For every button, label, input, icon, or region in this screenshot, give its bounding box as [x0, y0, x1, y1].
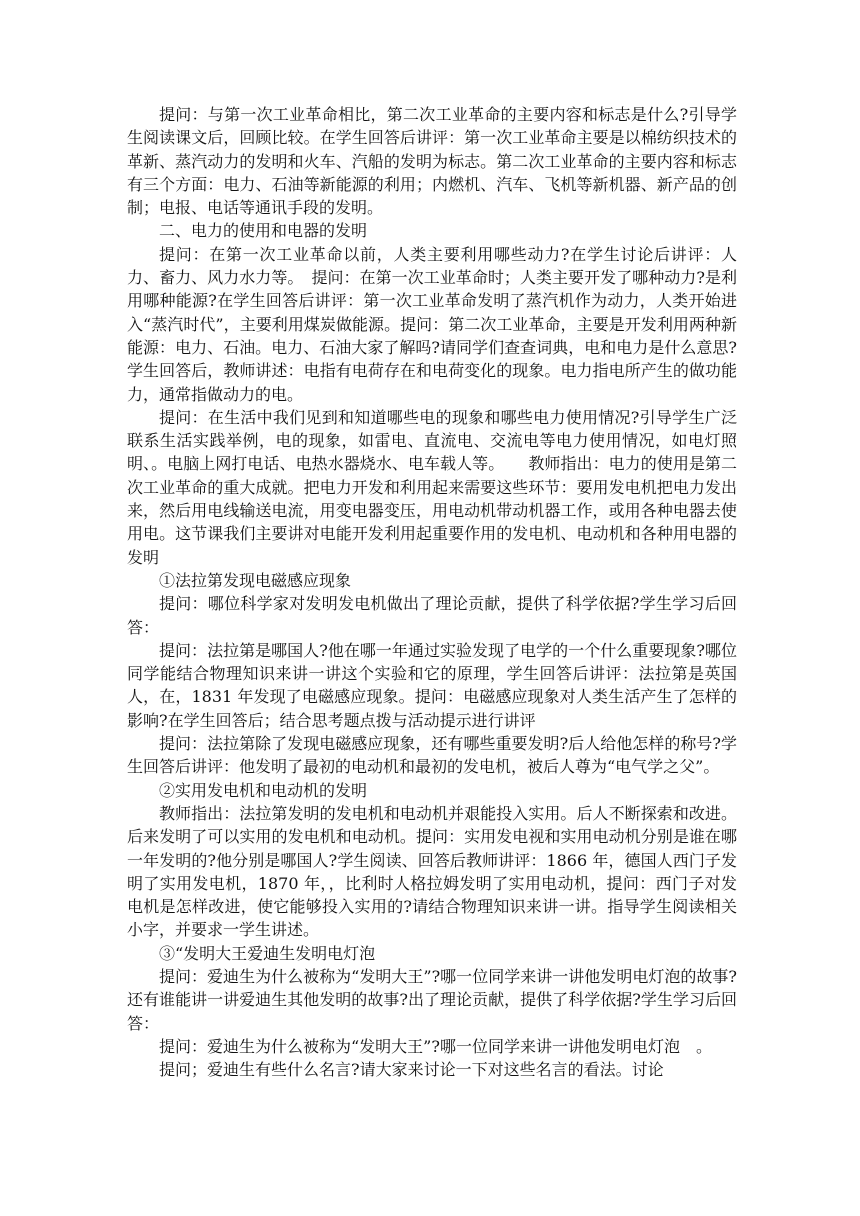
- paragraph: 提问：在第一次工业革命以前，人类主要利用哪些动力?在学生讨论后讲评：人力、畜力、风力水力等。 提问：在第一次工业革命时；人类主要开发了哪种动力?是利用哪种能源?在学生回答后讲评：第一次工业革命发明了蒸汽机作为动力，人类开始进入“蒸汽时代”，主要利用煤炭做能源。提问：第二次工业革命，主要是开发利用两种新能源：电力、石油。电力、石油大家了解吗?请同学们查查词典，电和电力是什么意思?学生回答后，教师讲述：电指有电荷存在和电荷变化的现象。电力指电所产生的做功能力，通常指做动力的电。: [127, 244, 737, 404]
- subsection-heading: ②实用发电机和电动机的发明: [159, 780, 368, 800]
- paragraph: 提问：爱迪生为什么被称为“发明大王”?哪一位同学来讲一讲他发明电灯泡的故事?还有谁能讲一讲爱迪生其他发明的故事?出了理论贡献，提供了科学依据?学生学习后回答：: [127, 966, 737, 1033]
- paragraph: 提问；爱迪生有些什么名言?请大家来讨论一下对这些名言的看法。讨论: [159, 1060, 664, 1080]
- section-heading: 二、电力的使用和电器的发明: [159, 221, 368, 241]
- subsection-heading: ①法拉第发现电磁感应现象: [159, 570, 352, 590]
- paragraph: 提问：哪位科学家对发明发电机做出了理论贡献，提供了科学依据?学生学习后回答：: [127, 594, 737, 637]
- document-body: [127, 103, 737, 1081]
- paragraph: 教师指出：法拉第发明的发电机和电动机并艰能投入实用。后人不断探索和改进。后来发明了可以实用的发电机和电动机。提问：实用发电视和实用电动机分别是谁在哪一年发明的?他分别是哪国人?学生阅读、回答后教师讲评：1866 年，德国人西门子发明了实用发电机，1870 年，，比利时人格拉姆发明了实用电动机，提问：西门子对发电机是怎样改进，使它能够投入实用的?请结合物理知识来讲一讲。指导学生阅读相关小字，并要求一学生讲述。: [127, 803, 737, 940]
- subsection-heading: ③“发明大王爱迪生发明电灯泡: [159, 943, 376, 963]
- paragraph: 提问：与第一次工业革命相比，第二次工业革命的主要内容和标志是什么?引导学生阅读课文后，回顾比较。在学生回答后讲评：第一次工业革命主要是以棉纺织技术的革新、蒸汽动力的发明和火车、汽船的发明为标志。第二次工业革命的主要内容和标志有三个方面：电力、石油等新能源的利用；内燃机、汽车、飞机等新机器、新产品的创制；电报、电话等通讯手段的发明。: [127, 105, 737, 218]
- paragraph: 提问：法拉第是哪国人?他在哪一年通过实验发现了电学的一个什么重要现象?哪位同学能结合物理知识来讲一讲这个实验和它的原理，学生回答后讲评：法拉第是英国人，在，1831 年发现了电磁感应现象。提问：电磁感应现象对人类生活产生了怎样的影响?在学生回答后；结合思考题点拨与活动提示进行讲评: [127, 640, 737, 730]
- paragraph: 提问：法拉第除了发现电磁感应现象，还有哪些重要发明?后人给他怎样的称号?学生回答后讲评：他发明了最初的电动机和最初的发电机，被后人尊为“电气学之父”。: [127, 734, 737, 777]
- paragraph: 提问：爱迪生为什么被称为“发明大王”?哪一位同学来讲一讲他发明电灯泡 。: [159, 1036, 712, 1056]
- paragraph: 提问：在生活中我们见到和知道哪些电的现象和哪些电力使用情况?引导学生广泛联系生活实践举例，电的现象，如雷电、直流电、交流电等电力使用情况，如电灯照明、。电脑上网打电话、电热水器烧水、电车载人等。 教师指出：电力的使用是第二次工业革命的重大成就。把电力开发和利用起来需要这些环节：要用发电机把电力发出来，然后用电线输送电流，用变电器变压，用电动机带动机器工作，或用各种电器去使用电。这节课我们主要讲对电能开发利用起重要作用的发电机、电动机和各种用电器的发明: [127, 407, 737, 567]
